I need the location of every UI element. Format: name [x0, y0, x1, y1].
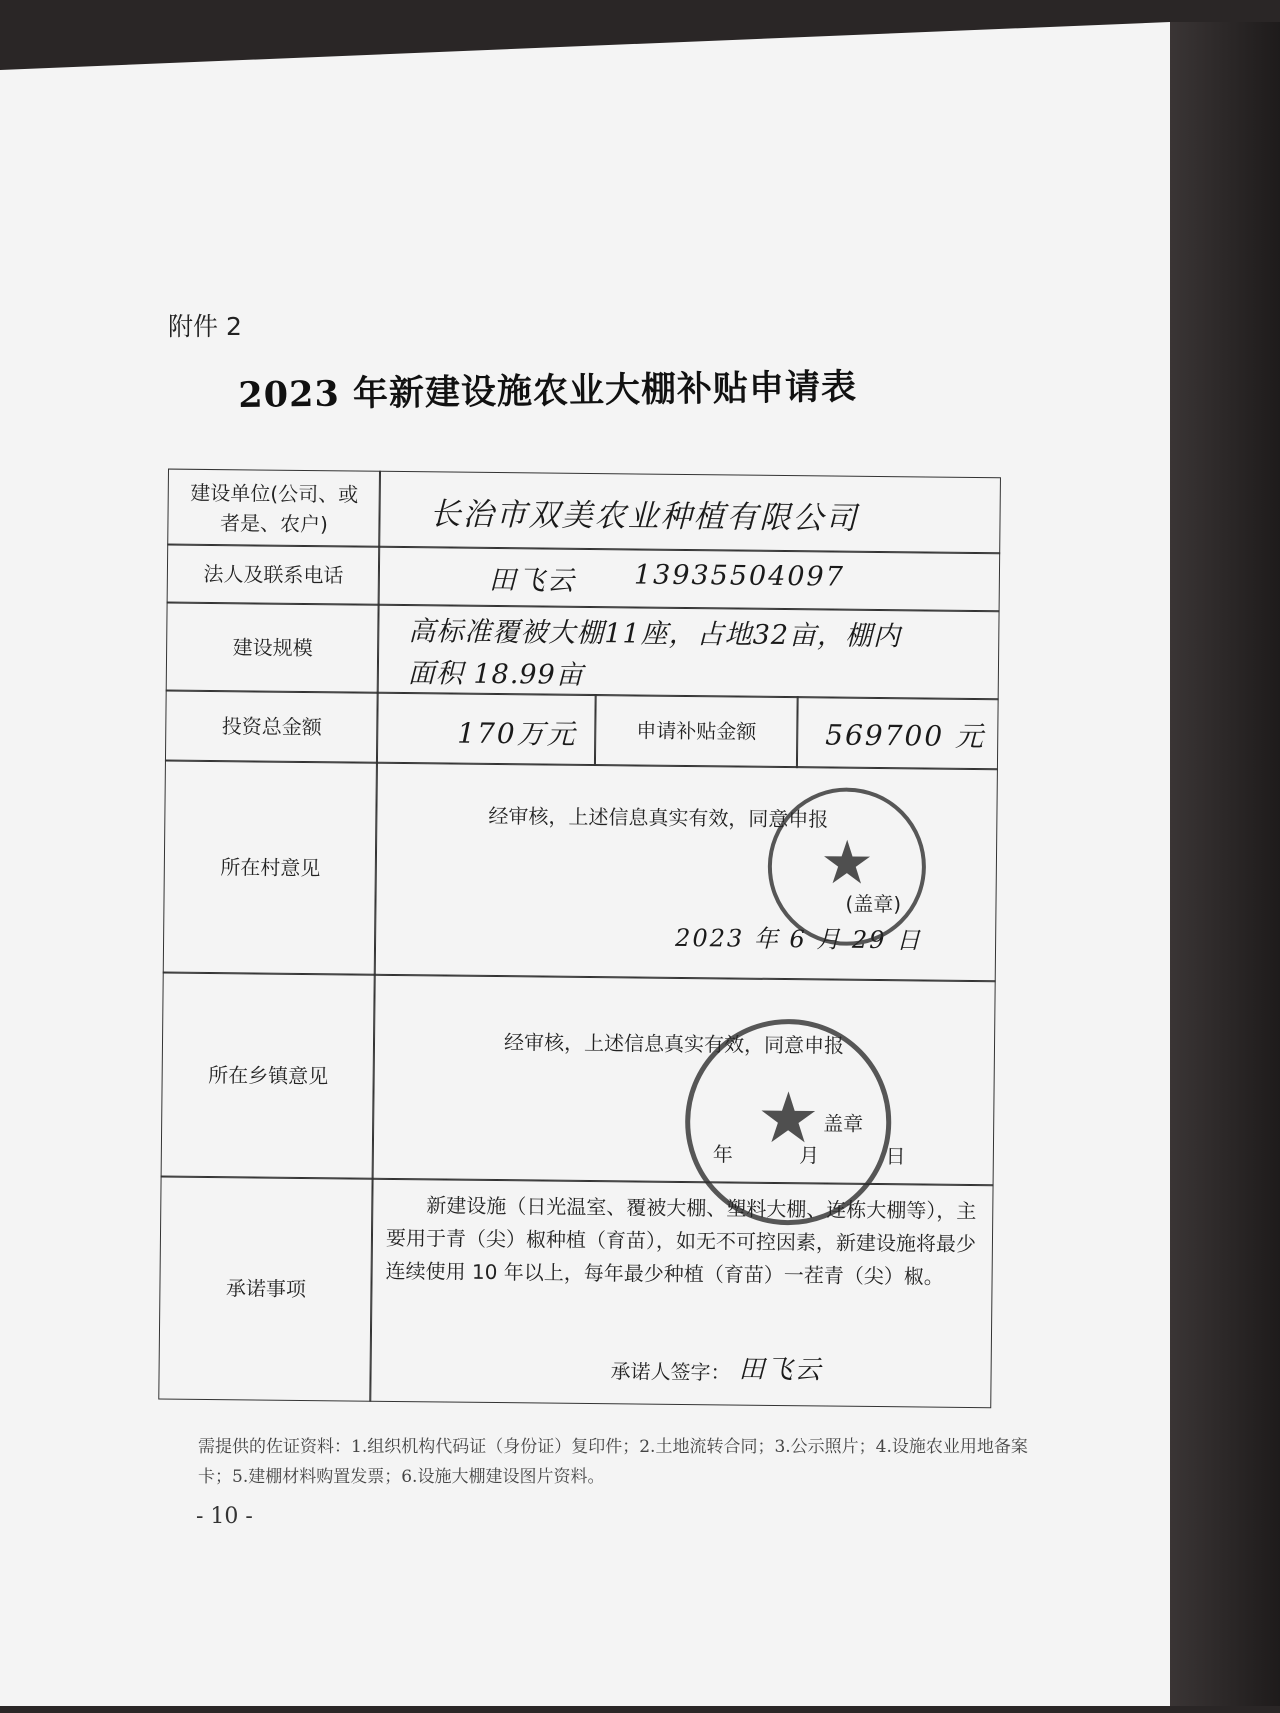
- promise-label: 承诺事项: [158, 1176, 373, 1402]
- promise-text: 新建设施（日光温室、覆被大棚、塑料大棚、连栋大棚等），主要用于青（尖）椒种植（育苗），如无不可控因素，新建设施将最少连续使用 10 年以上，每年最少种植（育苗）一茬青（尖）椒。: [385, 1193, 977, 1289]
- page-number: - 10 -: [196, 1504, 253, 1529]
- signer-label: 承诺人签字：: [610, 1359, 731, 1385]
- invest-label: 投资总金额: [165, 690, 379, 764]
- invest-value-cell: [376, 692, 597, 766]
- subsidy-label: 申请补贴金额: [594, 694, 799, 768]
- town-seal-note: 盖章: [823, 1111, 864, 1136]
- unit-value: 长治市双美农业种植有限公司: [429, 496, 859, 537]
- promise-cell: [369, 1178, 993, 1409]
- legal-phone: 13935504097: [633, 559, 846, 593]
- town-date: 年 月 日: [712, 1142, 906, 1169]
- legal-value-cell: [378, 546, 1001, 613]
- village-seal-note: (盖章): [845, 891, 902, 917]
- scale-line-1: 高标准覆被大棚11座，占地32亩，棚内: [408, 616, 902, 653]
- subsidy-value-cell: [796, 696, 999, 770]
- town-opinion-cell: [372, 974, 996, 1187]
- star-icon: ★: [819, 827, 875, 899]
- form-title: 2023 年新建设施农业大棚补贴申请表: [238, 366, 858, 416]
- star-icon: ★: [756, 1076, 821, 1160]
- footnote: 需提供的佐证资料：1.组织机构代码证（身份证）复印件；2.土地流转合同；3.公示照片；4.设施农业用地备案卡；5.建棚材料购置发票；6.设施大棚建设图片资料。: [198, 1437, 1028, 1487]
- signer-name: 田飞云: [738, 1354, 823, 1386]
- scale-label: 建设规模: [166, 602, 380, 694]
- legal-name: 田飞云: [488, 564, 577, 597]
- village-opinion-cell: [374, 762, 998, 983]
- annex-label: 附件 2: [168, 312, 242, 341]
- town-label: 所在乡镇意见: [161, 972, 376, 1180]
- town-opinion-text: 经审核，上述信息真实有效，同意申报: [503, 1030, 845, 1058]
- scale-line-2: 面积 18.99亩: [407, 658, 584, 691]
- village-seal-stamp: [767, 787, 927, 947]
- village-date: 2023 年 6 月 29 日: [674, 923, 923, 955]
- scale-value-cell: [377, 604, 1000, 701]
- unit-label: 建设单位(公司、或者是、农户): [167, 469, 381, 548]
- subsidy-value: 569700 元: [825, 718, 986, 754]
- village-opinion-text: 经审核，上述信息真实有效，同意申报: [488, 803, 829, 832]
- legal-label: 法人及联系电话: [167, 544, 381, 606]
- village-label: 所在村意见: [163, 760, 378, 976]
- unit-value-cell: [378, 471, 1001, 555]
- invest-value: 170万元: [457, 716, 577, 751]
